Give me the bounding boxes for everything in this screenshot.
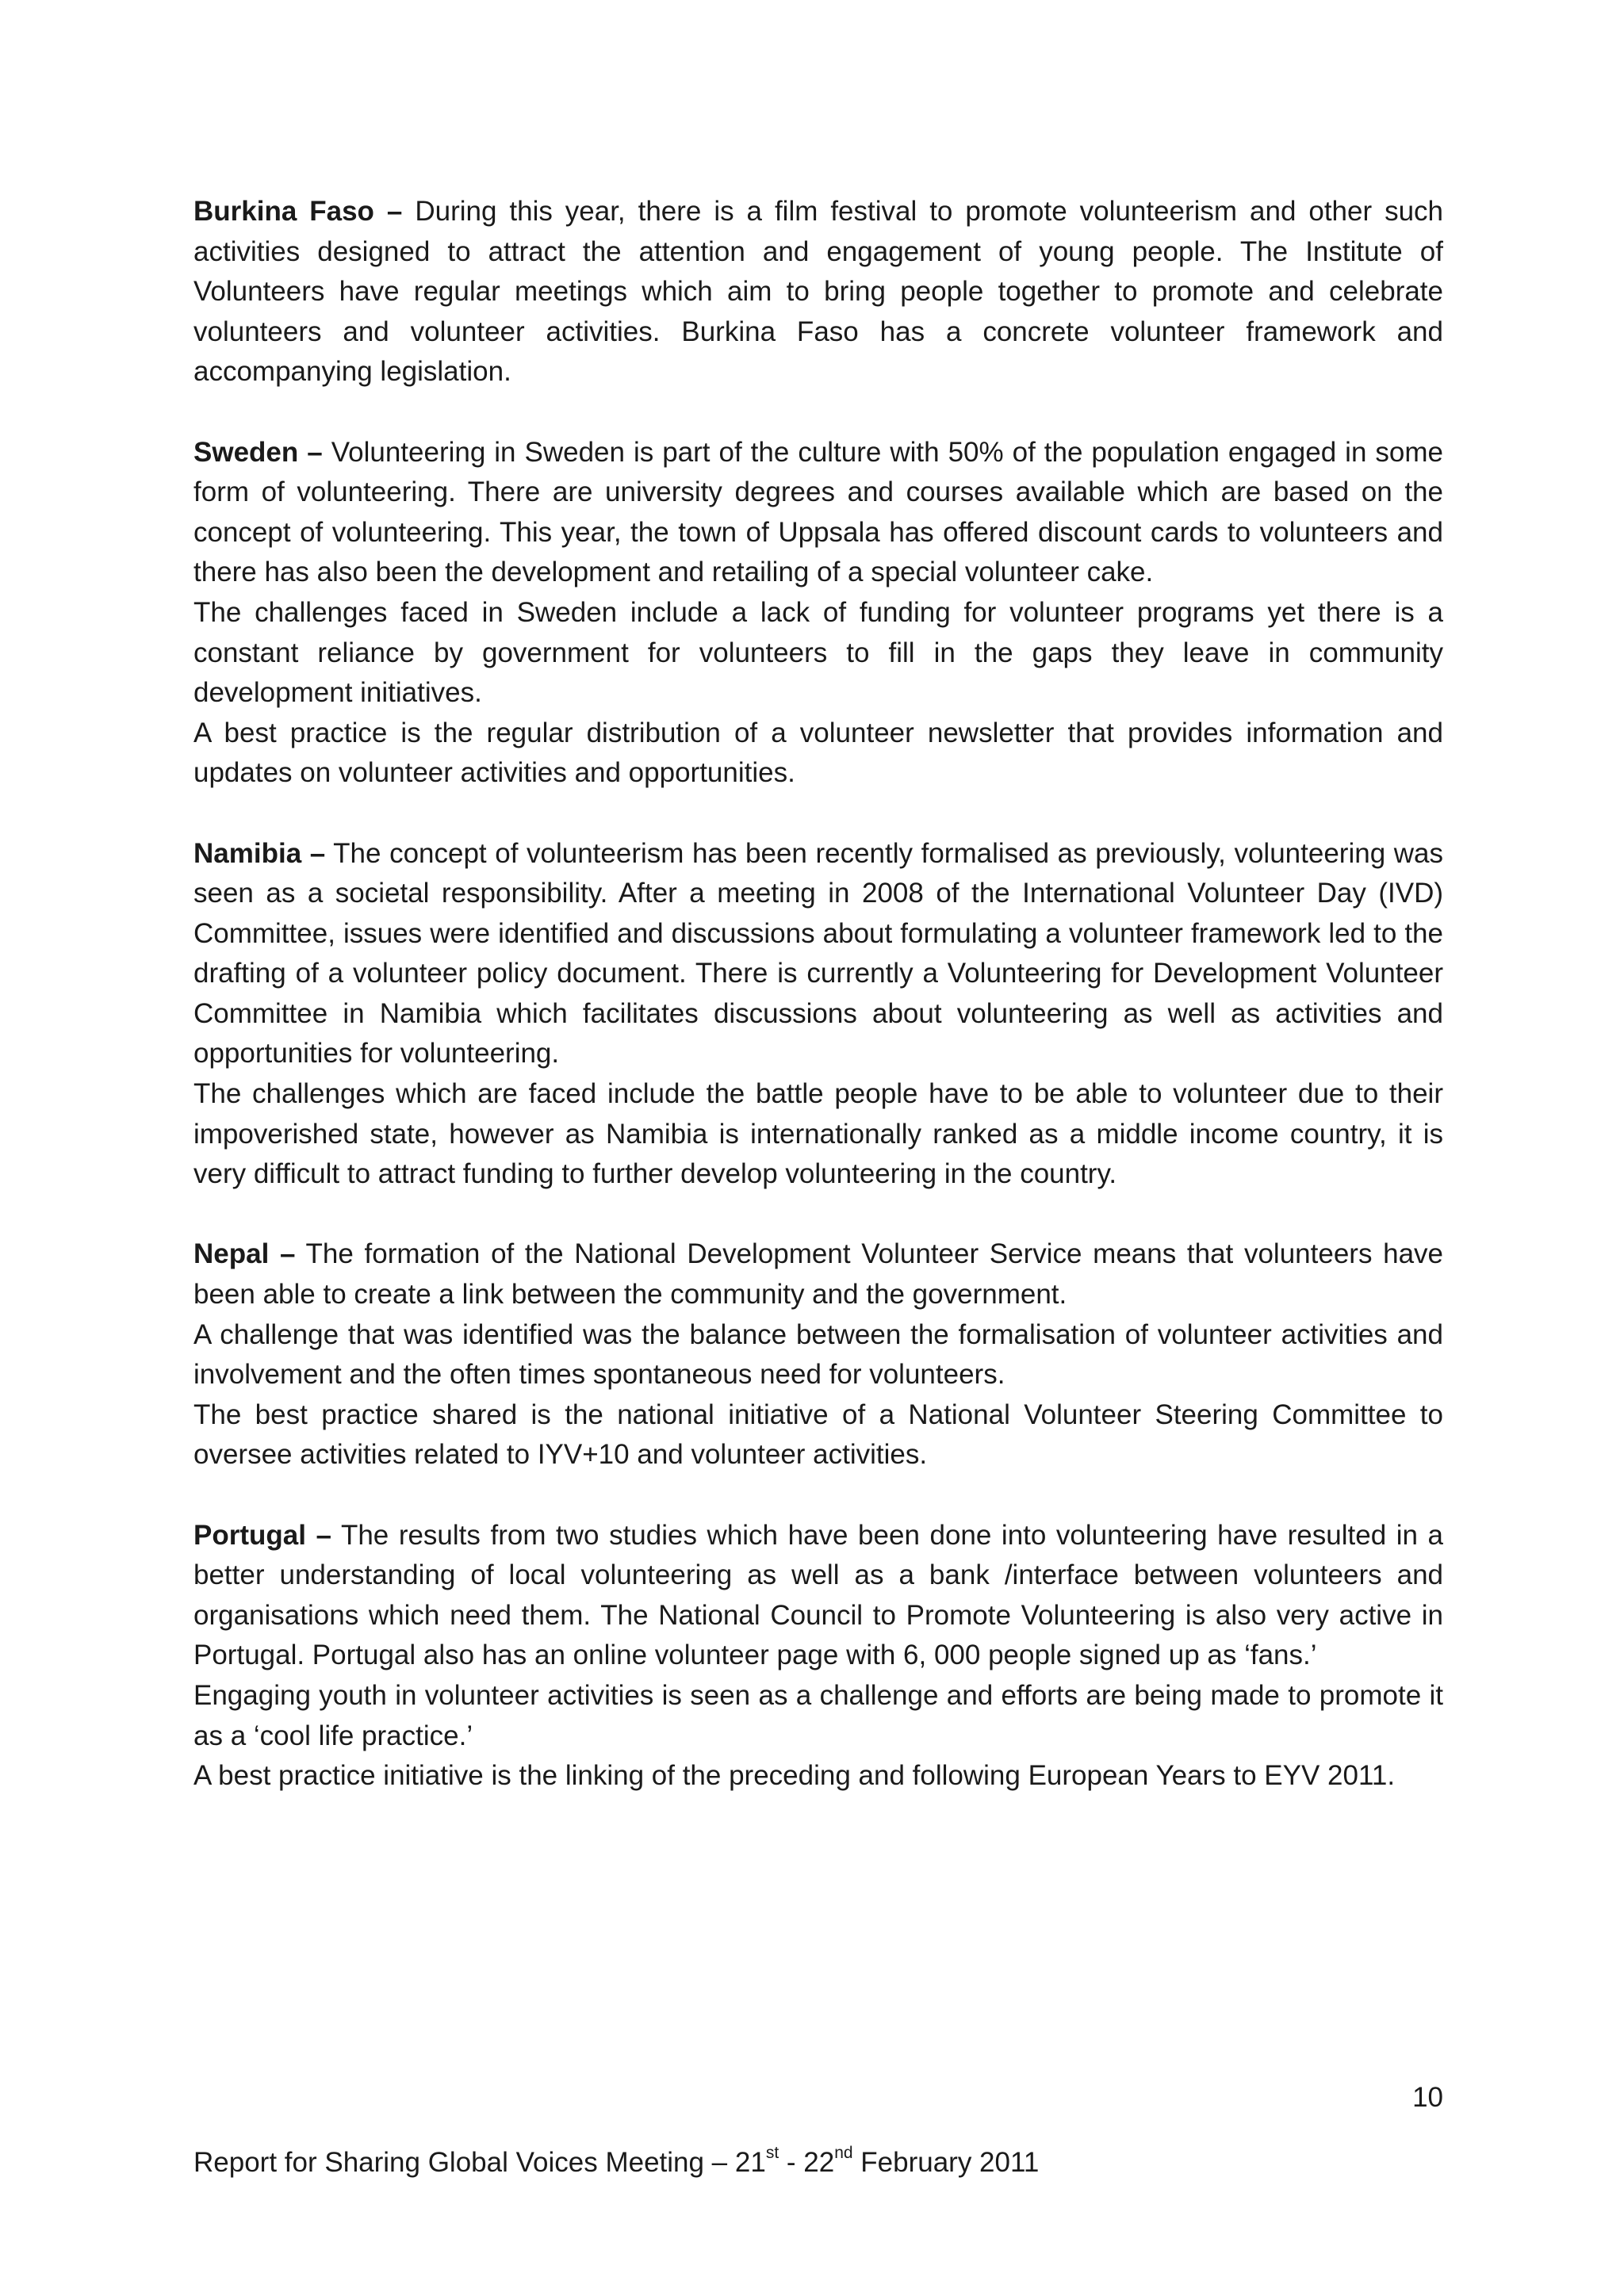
paragraph: The challenges faced in Sweden include a lack of funding for volunteer programs yet there is a constant reliance by government for volunteers to fill in the gaps they leave in community development initiatives. xyxy=(193,596,1443,709)
paragraph: The best practice shared is the national initiative of a National Volunteer Steering Committee to oversee activities related to IYV+10 and volunteer activities. xyxy=(193,1399,1443,1471)
page-footer xyxy=(193,2145,1039,2180)
paragraph: Burkina Faso – During this year, there is a film festival to promote volunteerism and other such activities designed to attract the attention and engagement of young people. The Institute of Volunteers have regular meetings which aim to bring people together to promote and celebrate volunteers and volunteer activities. Burkina Faso has a concrete volunteer framework and accompanying legislation. xyxy=(193,196,1443,388)
paragraph: Nepal – The formation of the National Development Volunteer Service means that volunteers have been able to create a link between the community and the government. xyxy=(193,1238,1444,1311)
section-burkina-faso xyxy=(193,192,1443,392)
document-body xyxy=(193,192,1443,1836)
footer-text: - 22 xyxy=(779,2147,835,2178)
footer-text: February 2011 xyxy=(852,2147,1040,2178)
paragraph: Portugal – The results from two studies which have been done into volunteering have resulted in a better understanding of local volunteering as well as a bank /interface between volunteers and organisations which need them. The National Council to Promote Volunteering is also very active in Portugal. Portugal also has an online volunteer page with 6, 000 people signed up as ‘fans.’ xyxy=(193,1519,1443,1671)
paragraph: Sweden – Volunteering in Sweden is part of the culture with 50% of the population engaged in some form of volunteering. There are university degrees and courses available which are based on the concept of volunteering. This year, the town of Uppsala has offered discount cards to volunteers and there has also been the development and retailing of a special volunteer cake. xyxy=(193,436,1443,588)
paragraph: A best practice initiative is the linking of the preceding and following European Years to EYV 2011. xyxy=(193,1760,1396,1792)
footer-superscript: st xyxy=(765,2144,779,2163)
paragraph: A challenge that was identified was the balance between the formalisation of volunteer activities and involvement and the often times spontaneous need for volunteers. xyxy=(193,1318,1443,1391)
footer-superscript: nd xyxy=(834,2144,853,2163)
footer-text: Report for Sharing Global Voices Meeting – 21 xyxy=(193,2147,766,2178)
section-nepal xyxy=(193,1234,1443,1475)
country-heading: Portugal – xyxy=(193,1519,331,1551)
page-number: 10 xyxy=(1412,2082,1443,2113)
country-heading: Burkina Faso – xyxy=(193,196,403,227)
paragraph: A best practice is the regular distribution of a volunteer newsletter that provides information and updates on volunteer activities and opportunities. xyxy=(193,717,1443,789)
section-sweden xyxy=(193,433,1443,794)
section-namibia xyxy=(193,834,1443,1195)
section-portugal xyxy=(193,1516,1443,1797)
paragraph: Engaging youth in volunteer activities is seen as a challenge and efforts are being made to promote it as a ‘cool life practice.’ xyxy=(193,1679,1443,1751)
paragraph: The challenges which are faced include the battle people have to be able to volunteer due to their impoverished state, however as Namibia is internationally ranked as a middle income country, it is very difficult to attract funding to further develop volunteering in the country. xyxy=(193,1078,1443,1190)
paragraph: Namibia – The concept of volunteerism has been recently formalised as previously, volunteering was seen as a societal responsibility. After a meeting in 2008 of the International Volunteer Day (IVD) Committee, issues were identified and discussions about formulating a volunteer framework led to the drafting of a volunteer policy document. There is currently a Volunteering for Development Volunteer Committee in Namibia which facilitates discussions about volunteering as well as activities and opportunities for volunteering. xyxy=(193,837,1443,1070)
country-heading: Nepal – xyxy=(193,1238,296,1270)
country-heading: Sweden – xyxy=(193,436,323,468)
country-heading: Namibia – xyxy=(193,837,326,869)
